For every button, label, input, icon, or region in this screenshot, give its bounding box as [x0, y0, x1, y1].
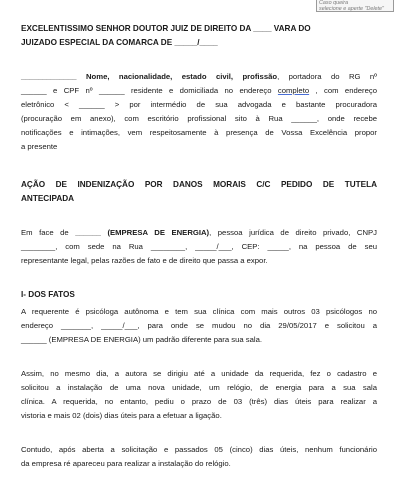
action-title-line: ANTECIPADA: [21, 194, 75, 203]
paragraph-line: da empresa ré apareceu para realizar a instalação do relógio.: [21, 459, 231, 468]
facts-paragraph-1: [21, 305, 377, 347]
paragraph-line: endereço _______, _____/___, para onde se mudou no dia 29/05/2017 e solicitou a: [21, 321, 377, 330]
tooltip-line: Caso queira: [319, 0, 349, 6]
facts-paragraph-3: [21, 443, 377, 471]
court-header-line: EXCELENTISSIMO SENHOR DOUTOR JUIZ DE DIREITO DA ____ VARA DO: [21, 24, 311, 33]
action-title-line: AÇÃO DE INDENIZAÇÃO POR DANOS MORAIS C/C PEDIDO DE TUTELA: [21, 180, 377, 189]
paragraph-line: representante legal, pelas razões de fato e de direito que passa a expor.: [21, 256, 268, 265]
paragraph-line: eletrônico < ______ > por intermédio de sua advogada e bastante procuradora: [21, 100, 377, 109]
facts-paragraph-2: [21, 367, 377, 423]
paragraph-line: vistoria e mais 02 (dois) dias úteis para a efetuar a ligação.: [21, 411, 222, 420]
paragraph-line: Contudo, após aberta a solicitação e passados 05 (cinco) dias úteis, nenhum funcionário: [21, 445, 377, 454]
paragraph-line: (procuração em anexo), com escritório profissional sito à Rua ______, onde recebe: [21, 114, 377, 123]
paragraph-line: Em face de ______ (EMPRESA DE ENERGIA), pessoa jurídica de direito privado, CNPJ: [21, 228, 377, 237]
paragraph-line: A requerente é psicóloga autônoma e tem sua clínica com mais outros 03 psicólogos no: [21, 307, 377, 316]
document-page: [21, 0, 377, 500]
paragraph-line: ________, com sede na Rua ________, _____/___, CEP: _____, na pessoa de seu: [21, 242, 377, 251]
paragraph-line: clínica. A requerida, no entanto, pediu o prazo de 03 (três) dias úteis para realizar a: [21, 397, 377, 406]
action-title: [21, 178, 377, 206]
facts-section-title: I- DOS FATOS: [21, 290, 75, 299]
paragraph-line: Assim, no mesmo dia, a autora se dirigiu até a unidade da requerida, fez o cadastro e: [21, 369, 377, 378]
paragraph-line: _____________ Nome, nacionalidade, estado civil, profissão, portadora do RG nº: [21, 72, 377, 81]
paragraph-line: ______ e CPF nº ______ residente e domiciliada no endereço completo , com endereço: [21, 86, 377, 95]
paragraph-line: notificações e intimações, vem respeitosamente à presença de Vossa Excelência propor: [21, 128, 377, 137]
tooltip-line: selecione e aperte "Delete": [319, 6, 384, 12]
court-header-line: JUIZADO ESPECIAL DA COMARCA DE _____/____: [21, 38, 218, 47]
paragraph-line: a presente: [21, 142, 58, 151]
qualification-paragraph: [21, 70, 377, 154]
paragraph-line: ______ (EMPRESA DE ENERGIA) um padrão diferente para sua sala.: [21, 335, 262, 344]
defendant-paragraph: [21, 226, 377, 268]
paragraph-line: solicitou a instalação de uma nova unidade, um relógio, de energia para a sua sala: [21, 383, 377, 392]
court-header: [21, 22, 377, 50]
